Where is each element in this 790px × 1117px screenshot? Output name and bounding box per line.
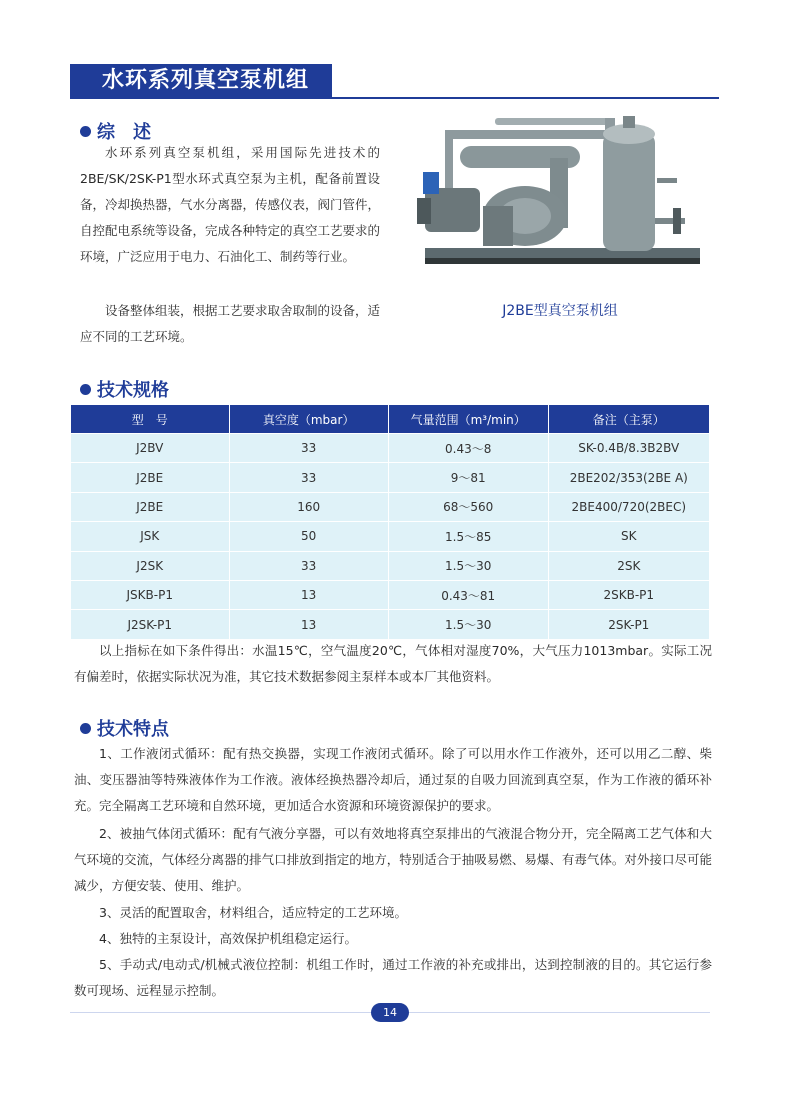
page-number: 14 — [371, 1003, 409, 1022]
spec-table — [70, 404, 710, 640]
feature-item-1: 1、工作液闭式循环：配有热交换器，实现工作液闭式循环。除了可以用水作工作液外，还可以用乙二醇、柴油、变压器油等特殊液体作为工作液。液体经换热器冷却后，通过泵的自吸力回流到真空泵，作为工作液的循环补充。完全隔离工艺环境和自然环境，更加适合水资源和环境资源保护的要求。 — [74, 746, 712, 813]
cell-model: J2SK — [71, 551, 230, 580]
cell-model: J2BV — [71, 434, 230, 463]
bullet-icon — [80, 723, 91, 734]
overview-paragraph-1: 水环系列真空泵机组，采用国际先进技术的2BE/SK/2SK-P1型水环式真空泵为主机，配备前置设备，冷却换热器，气水分离器，传感仪表，阀门管件，自控配电系统等设备，完成各种特定的真空工艺要求的环境，广泛应用于电力、石油化工、制药等行业。 — [80, 145, 381, 264]
spec-table-header — [71, 405, 710, 434]
cell-remarks: SK — [548, 522, 709, 551]
table-row — [71, 551, 710, 580]
cell-remarks: 2BE202/353(2BE A) — [548, 463, 709, 492]
cell-remarks: 2SK — [548, 551, 709, 580]
title-underline — [70, 97, 719, 99]
feature-item-4: 4、独特的主泵设计，高效保护机组稳定运行。 — [99, 931, 357, 946]
specs-heading-text: 技术规格 — [97, 380, 169, 401]
table-row — [71, 610, 710, 639]
bullet-icon — [80, 384, 91, 395]
overview-paragraph-2: 设备整体组装，根据工艺要求取舍取制的设备，适应不同的工艺环境。 — [80, 303, 381, 344]
cell-remarks: SK-0.4B/8.3B2BV — [548, 434, 709, 463]
header-model: 型 号 — [71, 405, 230, 434]
header-remarks: 备注（主泵） — [548, 405, 709, 434]
overview-heading-text: 综 述 — [97, 122, 151, 143]
cell-model: JSKB-P1 — [71, 580, 230, 609]
bullet-icon — [80, 126, 91, 137]
cell-capacity: 68～560 — [388, 492, 548, 521]
cell-vacuum: 13 — [229, 610, 388, 639]
cell-capacity: 1.5～30 — [388, 610, 548, 639]
cell-vacuum: 33 — [229, 434, 388, 463]
cell-remarks: 2BE400/720(2BEC) — [548, 492, 709, 521]
cell-capacity: 1.5～30 — [388, 551, 548, 580]
cell-vacuum: 50 — [229, 522, 388, 551]
table-row — [71, 434, 710, 463]
cell-model: J2BE — [71, 492, 230, 521]
feature-item-2: 2、被抽气体闭式循环：配有气液分享器，可以有效地将真空泵排出的气液混合物分开，完全隔离工艺气体和大气环境的交流，气体经分离器的排气口排放到指定的地方，特别适合于抽吸易燃、易爆、有毒气体。对外接口尽可能减少，方便安装、使用、维护。 — [74, 826, 712, 893]
cell-model: J2BE — [71, 463, 230, 492]
specs-note: 以上指标在如下条件得出：水温15℃，空气温度20℃，气体相对湿度70%，大气压力1013mbar。实际工况有偏差时，依据实际状况为准，其它技术数据参阅主泵样本或本厂其他资料。 — [74, 643, 712, 684]
cell-model: J2SK-P1 — [71, 610, 230, 639]
cell-vacuum: 13 — [229, 580, 388, 609]
header-capacity: 气量范围（m³/min） — [388, 405, 548, 434]
table-row — [71, 463, 710, 492]
table-row — [71, 492, 710, 521]
cell-vacuum: 33 — [229, 551, 388, 580]
cell-model: JSK — [71, 522, 230, 551]
cell-vacuum: 33 — [229, 463, 388, 492]
pump-unit-illustration — [405, 108, 715, 288]
cell-vacuum: 160 — [229, 492, 388, 521]
feature-item-3: 3、灵活的配置取舍，材料组合，适应特定的工艺环境。 — [99, 905, 407, 920]
page-title: 水环系列真空泵机组 — [70, 64, 332, 98]
feature-item-5: 5、手动式/电动式/机械式液位控制：机组工作时，通过工作液的补充或排出，达到控制液的目的。其它运行参数可现场、远程显示控制。 — [74, 957, 712, 998]
header-vacuum: 真空度（mbar） — [229, 405, 388, 434]
cell-remarks: 2SK-P1 — [548, 610, 709, 639]
cell-capacity: 1.5～85 — [388, 522, 548, 551]
features-heading — [80, 715, 169, 741]
cell-remarks: 2SKB-P1 — [548, 580, 709, 609]
cell-capacity: 0.43～8 — [388, 434, 548, 463]
table-row — [71, 522, 710, 551]
table-row — [71, 580, 710, 609]
cell-capacity: 9～81 — [388, 463, 548, 492]
features-heading-text: 技术特点 — [97, 719, 169, 740]
cell-capacity: 0.43～81 — [388, 580, 548, 609]
pump-unit-photo — [405, 108, 715, 288]
photo-caption: J2BE型真空泵机组 — [502, 303, 618, 319]
specs-heading — [80, 376, 169, 402]
